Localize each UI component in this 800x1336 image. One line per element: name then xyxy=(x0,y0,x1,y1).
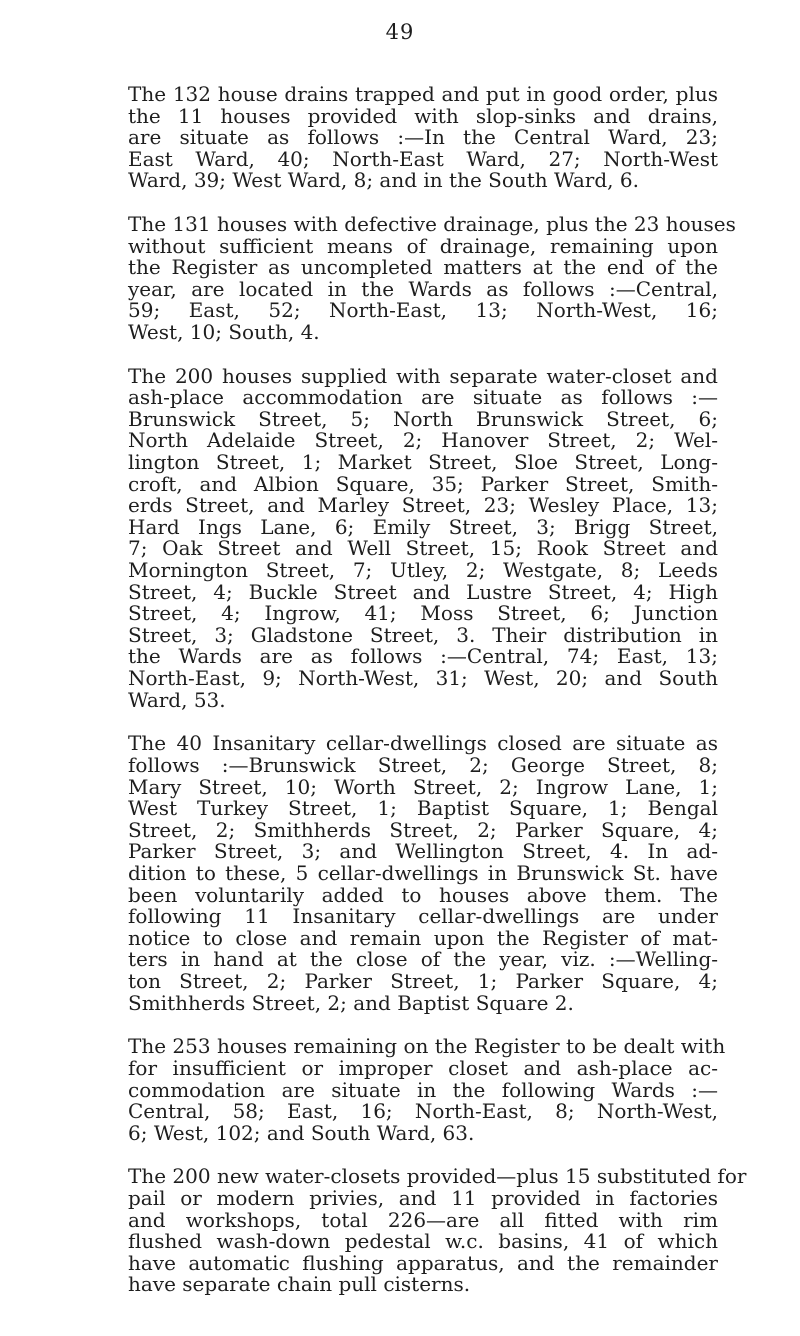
text-line: 7; Oak Street and Well Street, 15; Rook Street and xyxy=(128,536,718,561)
text-line: dition to these, 5 cellar-dwellings in Brunswick St. have xyxy=(128,860,718,885)
paragraph-defective-drainage xyxy=(128,212,736,344)
text-line: are situate as follows :—In the Central Ward, 23; xyxy=(128,125,718,150)
text-line: The 200 houses supplied with separate water-closet and xyxy=(128,363,718,388)
text-line: Central, 58; East, 16; North-East, 8; North-West, xyxy=(128,1099,718,1124)
text-line: croft, and Albion Square, 35; Parker Street, Smith- xyxy=(128,471,718,496)
text-line: Hard Ings Lane, 6; Emily Street, 3; Brigg Street, xyxy=(128,514,718,539)
text-line: pail or modern privies, and 11 provided in factories xyxy=(128,1185,718,1210)
text-line: without sufficient means of drainage, remaining upon xyxy=(128,233,718,258)
text-line: have separate chain pull cisterns. xyxy=(128,1272,471,1297)
text-line: North Adelaide Street, 2; Hanover Street, 2; Wel- xyxy=(128,428,718,453)
text-line: Ward, 53. xyxy=(128,687,226,712)
text-line: West Turkey Street, 1; Baptist Square, 1; Bengal xyxy=(128,796,718,821)
text-line: Street, 3; Gladstone Street, 3. Their distribution in xyxy=(128,622,718,647)
text-line: Mary Street, 10; Worth Street, 2; Ingrow Lane, 1; xyxy=(128,774,718,799)
text-line: lington Street, 1; Market Street, Sloe Street, Long- xyxy=(128,450,718,475)
text-line: ton Street, 2; Parker Street, 1; Parker Square, 4; xyxy=(128,968,718,993)
text-line: Street, 4; Ingrow, 41; Moss Street, 6; Junction xyxy=(128,601,718,626)
text-line: 6; West, 102; and South Ward, 63. xyxy=(128,1120,475,1145)
text-line: The 131 houses with defective drainage, plus the 23 houses xyxy=(128,212,736,237)
text-line: for insufficient or improper closet and ash-place ac- xyxy=(128,1055,718,1080)
text-line: East Ward, 40; North-East Ward, 27; North-West xyxy=(128,146,718,171)
text-line: The 253 houses remaining on the Register to be dealt with xyxy=(128,1034,726,1059)
text-line: Smithherds Street, 2; and Baptist Square 2. xyxy=(128,990,574,1015)
text-line: ters in hand at the close of the year, viz. :—Welling- xyxy=(128,947,718,972)
text-line: The 40 Insanitary cellar-dwellings closed are situate as xyxy=(128,731,718,756)
text-line: Street, 4; Buckle Street and Lustre Street, 4; High xyxy=(128,579,718,604)
text-line: Brunswick Street, 5; North Brunswick Street, 6; xyxy=(128,406,718,431)
text-line: Parker Street, 3; and Wellington Street, 4. In ad- xyxy=(128,839,718,864)
text-line: The 200 new water-closets provided—plus 15 substituted for xyxy=(128,1164,747,1189)
text-line: Mornington Street, 7; Utley, 2; Westgate, 8; Leeds xyxy=(128,558,718,583)
text-line: the Wards are as follows :—Central, 74; East, 13; xyxy=(128,644,718,669)
text-line: commodation are situate in the following Wards :— xyxy=(128,1077,718,1102)
text-line: Ward, 39; West Ward, 8; and in the South Ward, 6. xyxy=(128,168,639,193)
text-line: notice to close and remain upon the Register of mat- xyxy=(128,925,718,950)
paragraph-drains xyxy=(128,84,718,192)
text-line: flushed wash-down pedestal w.c. basins, 41 of which xyxy=(128,1229,718,1254)
paragraph-water-closets xyxy=(128,363,718,712)
text-line: following 11 Insanitary cellar-dwellings are under xyxy=(128,904,718,929)
text-line: ash-place accommodation are situate as follows :— xyxy=(128,385,718,410)
text-line: The 132 house drains trapped and put in good order, plus xyxy=(128,82,718,106)
text-line: 59; East, 52; North-East, 13; North-West, 16; xyxy=(128,298,718,323)
text-line: have automatic flushing apparatus, and the remainder xyxy=(128,1250,718,1275)
text-line: Street, 2; Smithherds Street, 2; Parker Square, 4; xyxy=(128,817,718,842)
text-line: and workshops, total 226—are all fitted with rim xyxy=(128,1207,718,1232)
paragraph-cellar-dwellings xyxy=(128,733,718,1014)
text-line: been voluntarily added to houses above them. The xyxy=(128,882,718,907)
paragraph-new-closets xyxy=(128,1164,747,1297)
text-line: follows :—Brunswick Street, 2; George Street, 8; xyxy=(128,753,718,777)
paragraph-remaining xyxy=(128,1034,726,1145)
text-line: the Register as uncompleted matters at the end of the xyxy=(128,255,718,280)
page-number: 49 xyxy=(385,20,415,44)
text-line: year, are located in the Wards as follows :—Central, xyxy=(128,276,718,301)
text-line: the 11 houses provided with slop-sinks and drains, xyxy=(128,103,718,128)
text-line: North-East, 9; North-West, 31; West, 20; and South xyxy=(128,665,718,690)
text-line: West, 10; South, 4. xyxy=(128,320,320,344)
text-line: erds Street, and Marley Street, 23; Wesley Place, 13; xyxy=(128,493,718,518)
